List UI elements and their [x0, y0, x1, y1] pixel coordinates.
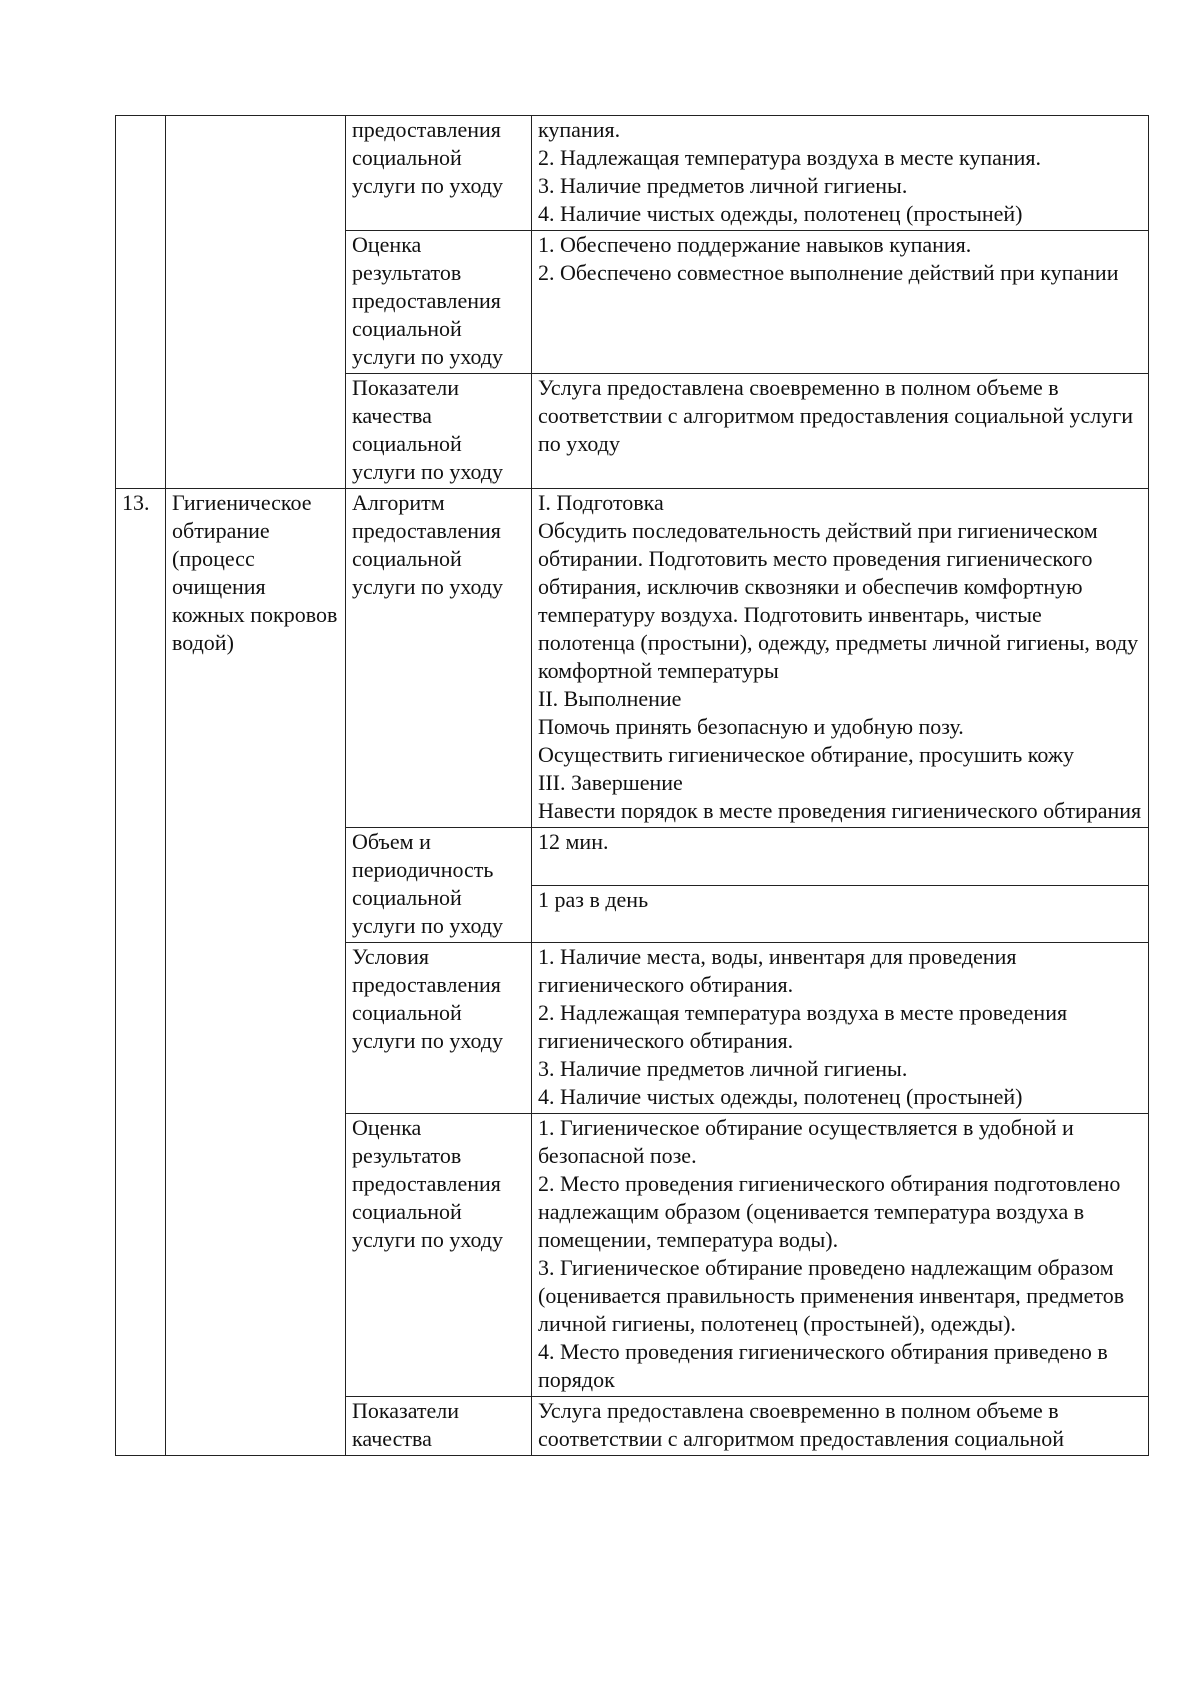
- algorithm-description: I. Подготовка Обсудить последовательность действий при гигиеническом обтирании. Подготовить место проведения гигиенического обтирания, исключив сквозняки и обеспечив комфортную температуру воздуха. Подготовить инвентарь, чистые полотенца (простыни), одежду, предметы личной гигиены, воду комфортной температуры II. Выполнение Помочь принять безопасную и удобную позу. Осуществить гигиеническое обтирание, просушить кожу III. Завершение Навести порядок в месте проведения гигиенического обтирания: [532, 489, 1149, 828]
- algorithm-parameter: Алгоритм предоставления социальной услуги по уходу: [346, 489, 532, 828]
- conditions-parameter: Условия предоставления социальной услуги по уходу: [346, 943, 532, 1114]
- volume-frequency: 1 раз в день: [532, 885, 1149, 943]
- quality-parameter: Показатели качества: [346, 1397, 532, 1456]
- table-row: [116, 116, 1149, 231]
- parameter-cell: предоставления социальной услуги по уходу: [346, 116, 532, 231]
- service-number: 13.: [116, 489, 166, 1456]
- volume-amount: 12 мин.: [532, 828, 1149, 886]
- number-cell-empty: [116, 116, 166, 489]
- quality-description: Услуга предоставлена своевременно в полном объеме в соответствии с алгоритмом предоставления социальной: [532, 1397, 1149, 1456]
- service-standards-table: [115, 115, 1149, 1456]
- service-name-cell-empty: [166, 116, 346, 489]
- parameter-cell: Оценка результатов предоставления социальной услуги по уходу: [346, 231, 532, 374]
- evaluation-description: 1. Гигиеническое обтирание осуществляется в удобной и безопасной позе. 2. Место проведения гигиенического обтирания подготовлено надлежащим образом (оценивается температура воздуха в помещении, температура воды). 3. Гигиеническое обтирание проведено надлежащим образом (оценивается правильность применения инвентаря, предметов личной гигиены, полотенец (простыней), одежды). 4. Место проведения гигиенического обтирания приведено в порядок: [532, 1114, 1149, 1397]
- parameter-cell: Показатели качества социальной услуги по уходу: [346, 374, 532, 489]
- volume-parameter: Объем и периодичность социальной услуги по уходу: [346, 828, 532, 943]
- table-row: [116, 489, 1149, 828]
- description-cell: купания. 2. Надлежащая температура воздуха в месте купания. 3. Наличие предметов личной гигиены. 4. Наличие чистых одежды, полотенец (простыней): [532, 116, 1149, 231]
- conditions-description: 1. Наличие места, воды, инвентаря для проведения гигиенического обтирания. 2. Надлежащая температура воздуха в месте проведения гигиенического обтирания. 3. Наличие предметов личной гигиены. 4. Наличие чистых одежды, полотенец (простыней): [532, 943, 1149, 1114]
- description-cell: 1. Обеспечено поддержание навыков купания. 2. Обеспечено совместное выполнение действий при купании: [532, 231, 1149, 374]
- evaluation-parameter: Оценка результатов предоставления социальной услуги по уходу: [346, 1114, 532, 1397]
- service-name: Гигиеническое обтирание (процесс очищения кожных покровов водой): [166, 489, 346, 1456]
- description-cell: Услуга предоставлена своевременно в полном объеме в соответствии с алгоритмом предоставления социальной услуги по уходу: [532, 374, 1149, 489]
